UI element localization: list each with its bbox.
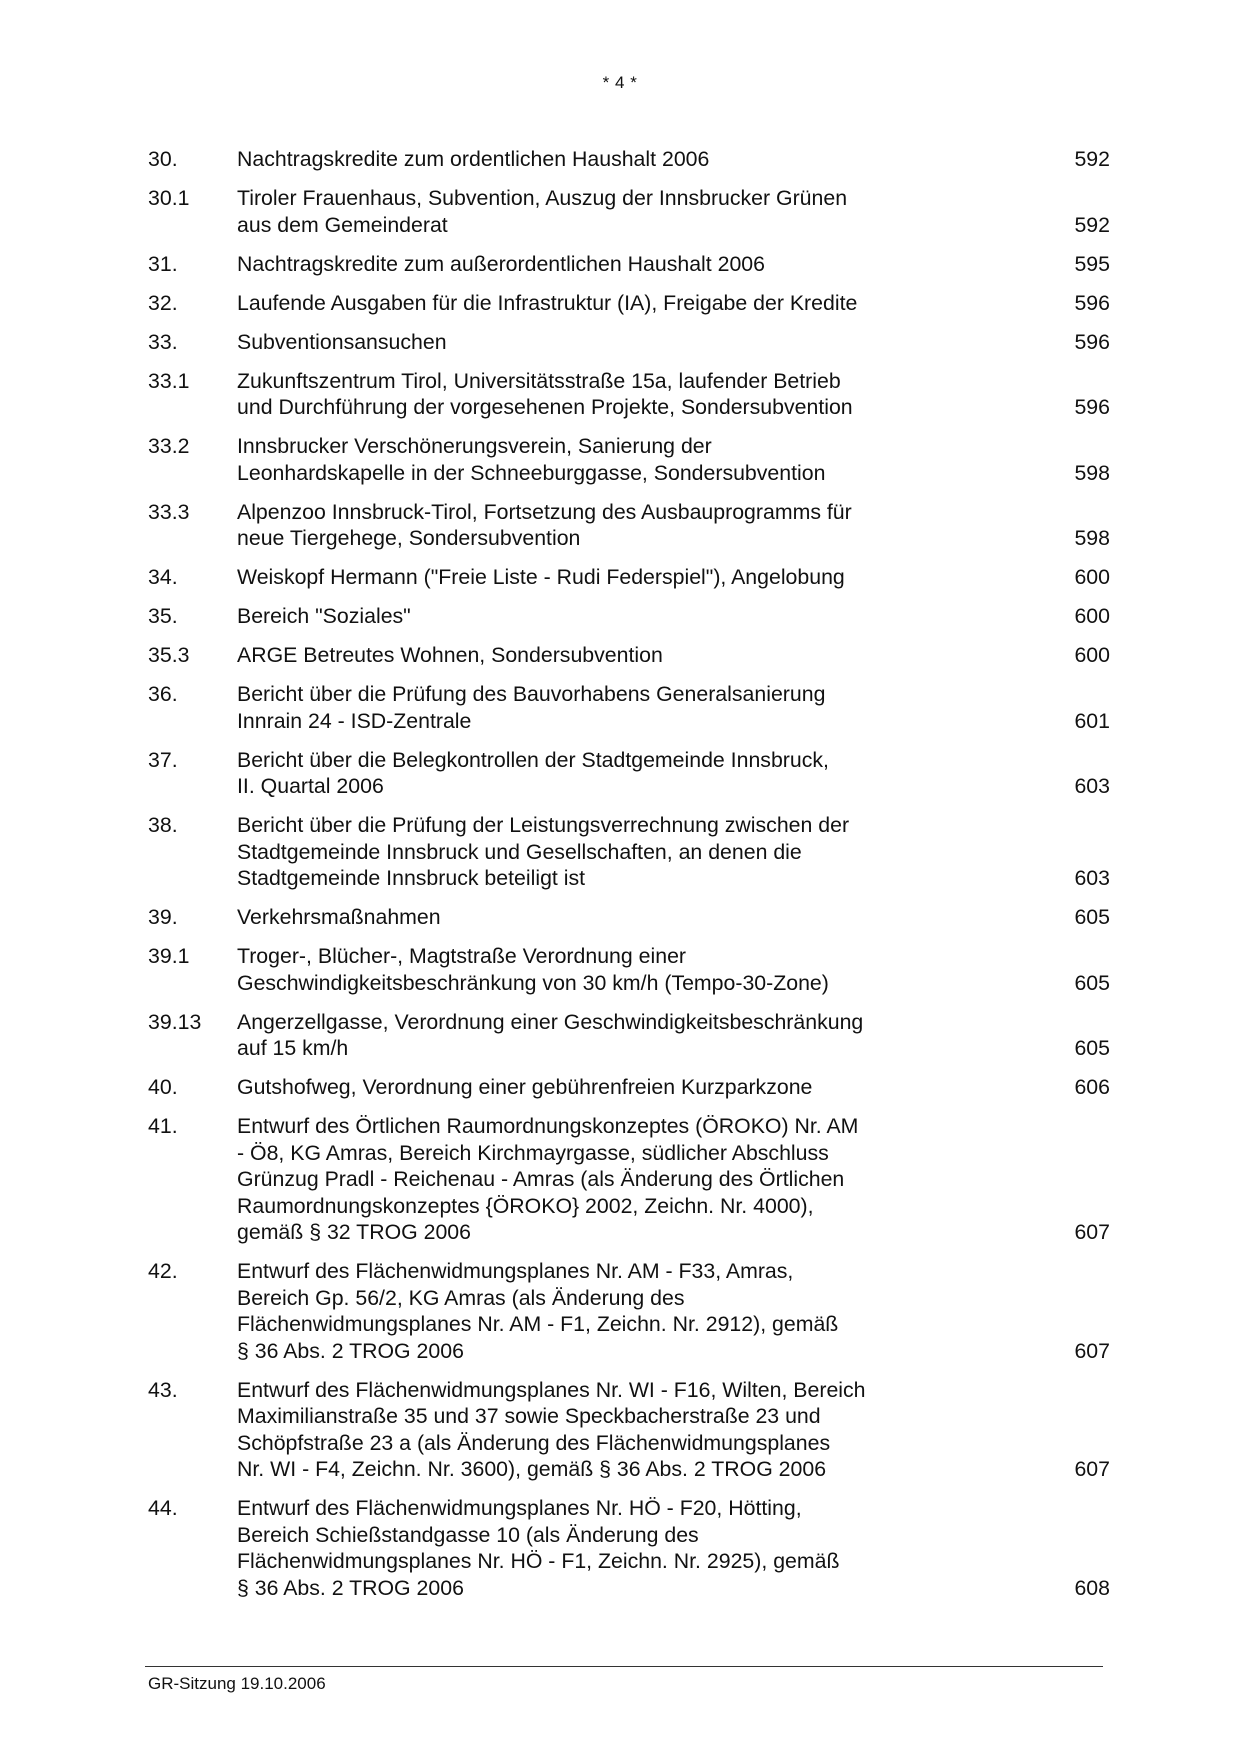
toc-entry-title-line: Entwurf des Flächenwidmungsplanes Nr. AM - F33, Amras,	[237, 1259, 794, 1283]
toc-entry-page: 608	[1074, 1575, 1110, 1600]
toc-entry-page: 607	[1074, 1338, 1110, 1363]
toc-entry-title-line: auf 15 km/h	[237, 1036, 349, 1060]
toc-entry-page: 601	[1074, 708, 1110, 733]
toc-entry-page: 596	[1074, 329, 1110, 354]
toc-entry-page: 592	[1074, 212, 1110, 237]
toc-entry-number: 44.	[148, 1496, 178, 1520]
toc-entry-title	[237, 251, 957, 278]
toc-entry-title-line: Bereich "Soziales"	[237, 604, 411, 628]
toc-entry-title-line: Stadtgemeinde Innsbruck und Gesellschaften, an denen die	[237, 839, 802, 864]
toc-entry-number: 32.	[148, 290, 178, 315]
toc-entry-title-line: Bericht über die Prüfung der Leistungsverrechnung zwischen der	[237, 813, 850, 837]
toc-entry-title	[237, 368, 957, 421]
toc-entry	[148, 1258, 1110, 1364]
toc-entry-number: 31.	[148, 251, 178, 276]
toc-entry-number: 30.1	[148, 186, 190, 210]
toc-entry-number: 33.1	[148, 368, 190, 393]
toc-entry-title-line: Grünzug Pradl - Reichenau - Amras (als Änderung des Örtlichen	[237, 1167, 845, 1191]
toc-entry-title-line: ARGE Betreutes Wohnen, Sondersubvention	[237, 643, 663, 667]
toc-entry-title-line: Bericht über die Prüfung des Bauvorhabens Generalsanierung	[237, 682, 826, 706]
toc-entry-page: 592	[1074, 147, 1110, 171]
toc-entry-title	[237, 1495, 957, 1601]
toc-entry-page: 605	[1074, 1036, 1110, 1060]
toc-entry-title	[237, 603, 957, 630]
toc-entry-title-line: Entwurf des Flächenwidmungsplanes Nr. HÖ - F20, Hötting,	[237, 1496, 802, 1520]
toc-entry	[148, 642, 1110, 669]
toc-entry	[148, 251, 1110, 278]
toc-entry-title-line: Gutshofweg, Verordnung einer gebührenfreien Kurzparkzone	[237, 1075, 813, 1099]
toc-entry	[148, 1377, 1110, 1483]
toc-entry-title-line: Bereich Gp. 56/2, KG Amras (als Änderung des	[237, 1285, 685, 1310]
toc-entry	[148, 146, 1110, 173]
toc-entry	[148, 1495, 1110, 1601]
toc-entry-page: 607	[1074, 1457, 1110, 1481]
footer-rule	[145, 1666, 1103, 1667]
toc-entry	[148, 433, 1110, 486]
toc-entry-title-line: Maximilianstraße 35 und 37 sowie Speckbacherstraße 23 und	[237, 1404, 821, 1428]
toc-entry-number: 38.	[148, 813, 178, 837]
toc-entry-title	[237, 1113, 957, 1246]
toc-entry-title	[237, 433, 957, 486]
toc-entry	[148, 1113, 1110, 1246]
toc-entry-title	[237, 812, 957, 892]
toc-entry-page: 600	[1074, 565, 1110, 589]
toc-entry-page: 598	[1074, 526, 1110, 550]
toc-entry-title-line: aus dem Gemeinderat	[237, 212, 448, 237]
toc-entry-title-line: Leonhardskapelle in der Schneeburggasse, Sondersubvention	[237, 460, 826, 485]
toc-entry	[148, 603, 1110, 630]
toc-entry-title-line: Nachtragskredite zum ordentlichen Haushalt 2006	[237, 147, 710, 171]
toc-entry-title	[237, 681, 957, 734]
toc-entry-number: 35.	[148, 604, 178, 628]
toc-entry-title-line: Nachtragskredite zum außerordentlichen Haushalt 2006	[237, 251, 765, 276]
toc-entry-title	[237, 642, 957, 669]
toc-entry-title-line: Laufende Ausgaben für die Infrastruktur (IA), Freigabe der Kredite	[237, 290, 858, 315]
toc-entry	[148, 681, 1110, 734]
toc-entry-title-line: Bericht über die Belegkontrollen der Stadtgemeinde Innsbruck,	[237, 747, 829, 772]
toc-entry-number: 33.2	[148, 434, 190, 458]
toc-entry	[148, 564, 1110, 591]
toc-entry-title	[237, 185, 957, 238]
toc-entry-title-line: Nr. WI - F4, Zeichn. Nr. 3600), gemäß § 36 Abs. 2 TROG 2006	[237, 1457, 827, 1481]
toc-entry-page: 600	[1074, 643, 1110, 667]
toc-entry-number: 40.	[148, 1075, 178, 1099]
toc-entry-title-line: Tiroler Frauenhaus, Subvention, Auszug der Innsbrucker Grünen	[237, 186, 848, 210]
toc-entry-title-line: Geschwindigkeitsbeschränkung von 30 km/h (Tempo-30-Zone)	[237, 970, 829, 995]
page-number: * 4 *	[602, 73, 638, 92]
toc-entry-number: 42.	[148, 1259, 178, 1283]
toc-entry-title	[237, 146, 957, 173]
toc-entry-title	[237, 329, 957, 356]
toc-entry-title	[237, 747, 957, 800]
toc-entry-number: 34.	[148, 565, 178, 589]
toc-entry-number: 39.13	[148, 1009, 202, 1034]
toc-entry-number: 41.	[148, 1114, 178, 1138]
toc-entry-page: 607	[1074, 1220, 1110, 1244]
toc-entry	[148, 812, 1110, 892]
toc-entry-page: 605	[1074, 970, 1110, 995]
toc-entry-title-line: Subventionsansuchen	[237, 329, 447, 354]
toc-entry-title	[237, 1377, 957, 1483]
toc-entry-title	[237, 1074, 957, 1101]
toc-entry-page: 606	[1074, 1075, 1110, 1099]
toc-entry-title-line: Weiskopf Hermann ("Freie Liste - Rudi Federspiel"), Angelobung	[237, 565, 845, 589]
toc-entry-title	[237, 499, 957, 552]
toc-entry-number: 35.3	[148, 643, 190, 667]
toc-entry-number: 30.	[148, 147, 178, 171]
toc-entry	[148, 1009, 1110, 1062]
toc-entry	[148, 1074, 1110, 1101]
toc-entry-page: 600	[1074, 604, 1110, 628]
toc-entry-title-line: gemäß § 32 TROG 2006	[237, 1220, 471, 1244]
toc-entry	[148, 368, 1110, 421]
table-of-contents	[148, 146, 1110, 1614]
toc-entry-title-line: Entwurf des Örtlichen Raumordnungskonzeptes (ÖROKO) Nr. AM	[237, 1114, 859, 1138]
toc-entry-page: 598	[1074, 460, 1110, 485]
toc-entry-title	[237, 1009, 957, 1062]
toc-entry	[148, 747, 1110, 800]
footer-text: GR-Sitzung 19.10.2006	[148, 1674, 326, 1693]
toc-entry	[148, 185, 1110, 238]
toc-entry-title-line: - Ö8, KG Amras, Bereich Kirchmayrgasse, südlicher Abschluss	[237, 1140, 829, 1165]
toc-entry-title-line: Angerzellgasse, Verordnung einer Geschwindigkeitsbeschränkung	[237, 1009, 864, 1034]
toc-entry-title-line: § 36 Abs. 2 TROG 2006	[237, 1338, 464, 1363]
toc-entry-title-line: Verkehrsmaßnahmen	[237, 905, 441, 929]
toc-entry-title-line: Troger-, Blücher-, Magtstraße Verordnung einer	[237, 944, 687, 968]
toc-entry-number: 39.	[148, 905, 178, 929]
toc-entry-page: 595	[1074, 251, 1110, 276]
toc-entry-number: 39.1	[148, 944, 190, 968]
toc-entry-title-line: neue Tiergehege, Sondersubvention	[237, 526, 581, 550]
toc-entry-title-line: Flächenwidmungsplanes Nr. AM - F1, Zeichn. Nr. 2912), gemäß	[237, 1312, 839, 1336]
toc-entry	[148, 904, 1110, 931]
toc-entry-title	[237, 290, 957, 317]
toc-entry-title-line: Flächenwidmungsplanes Nr. HÖ - F1, Zeichn. Nr. 2925), gemäß	[237, 1549, 840, 1573]
toc-entry-title-line: Alpenzoo Innsbruck-Tirol, Fortsetzung des Ausbauprogramms für	[237, 499, 852, 524]
toc-entry-title-line: Zukunftszentrum Tirol, Universitätsstraße 15a, laufender Betrieb	[237, 368, 841, 393]
toc-entry-title-line: II. Quartal 2006	[237, 774, 384, 798]
toc-entry-title-line: § 36 Abs. 2 TROG 2006	[237, 1575, 464, 1600]
toc-entry-page: 603	[1074, 866, 1110, 890]
toc-entry-title-line: Schöpfstraße 23 a (als Änderung des Flächenwidmungsplanes	[237, 1430, 831, 1455]
toc-entry-number: 36.	[148, 682, 178, 706]
toc-entry-page: 596	[1074, 290, 1110, 315]
toc-entry-title-line: Innrain 24 - ISD-Zentrale	[237, 708, 472, 733]
toc-entry-page: 603	[1074, 774, 1110, 798]
toc-entry-number: 37.	[148, 747, 178, 772]
toc-entry-title	[237, 564, 957, 591]
toc-entry	[148, 290, 1110, 317]
toc-entry-title-line: Bereich Schießstandgasse 10 (als Änderung des	[237, 1522, 699, 1547]
toc-entry	[148, 329, 1110, 356]
toc-entry-page: 596	[1074, 395, 1110, 419]
toc-entry-title	[237, 943, 957, 996]
toc-entry-title-line: Raumordnungskonzeptes {ÖROKO} 2002, Zeichn. Nr. 4000),	[237, 1193, 814, 1218]
toc-entry-title-line: Stadtgemeinde Innsbruck beteiligt ist	[237, 866, 586, 890]
toc-entry-title-line: und Durchführung der vorgesehenen Projekte, Sondersubvention	[237, 395, 853, 419]
toc-entry-number: 43.	[148, 1377, 178, 1402]
toc-entry-number: 33.	[148, 329, 178, 354]
toc-entry-title-line: Entwurf des Flächenwidmungsplanes Nr. WI - F16, Wilten, Bereich	[237, 1377, 866, 1402]
toc-entry	[148, 943, 1110, 996]
toc-entry-title-line: Innsbrucker Verschönerungsverein, Sanierung der	[237, 434, 712, 458]
toc-entry-title	[237, 904, 957, 931]
toc-entry-page: 605	[1074, 905, 1110, 929]
toc-entry-title	[237, 1258, 957, 1364]
toc-entry	[148, 499, 1110, 552]
toc-entry-number: 33.3	[148, 499, 190, 524]
